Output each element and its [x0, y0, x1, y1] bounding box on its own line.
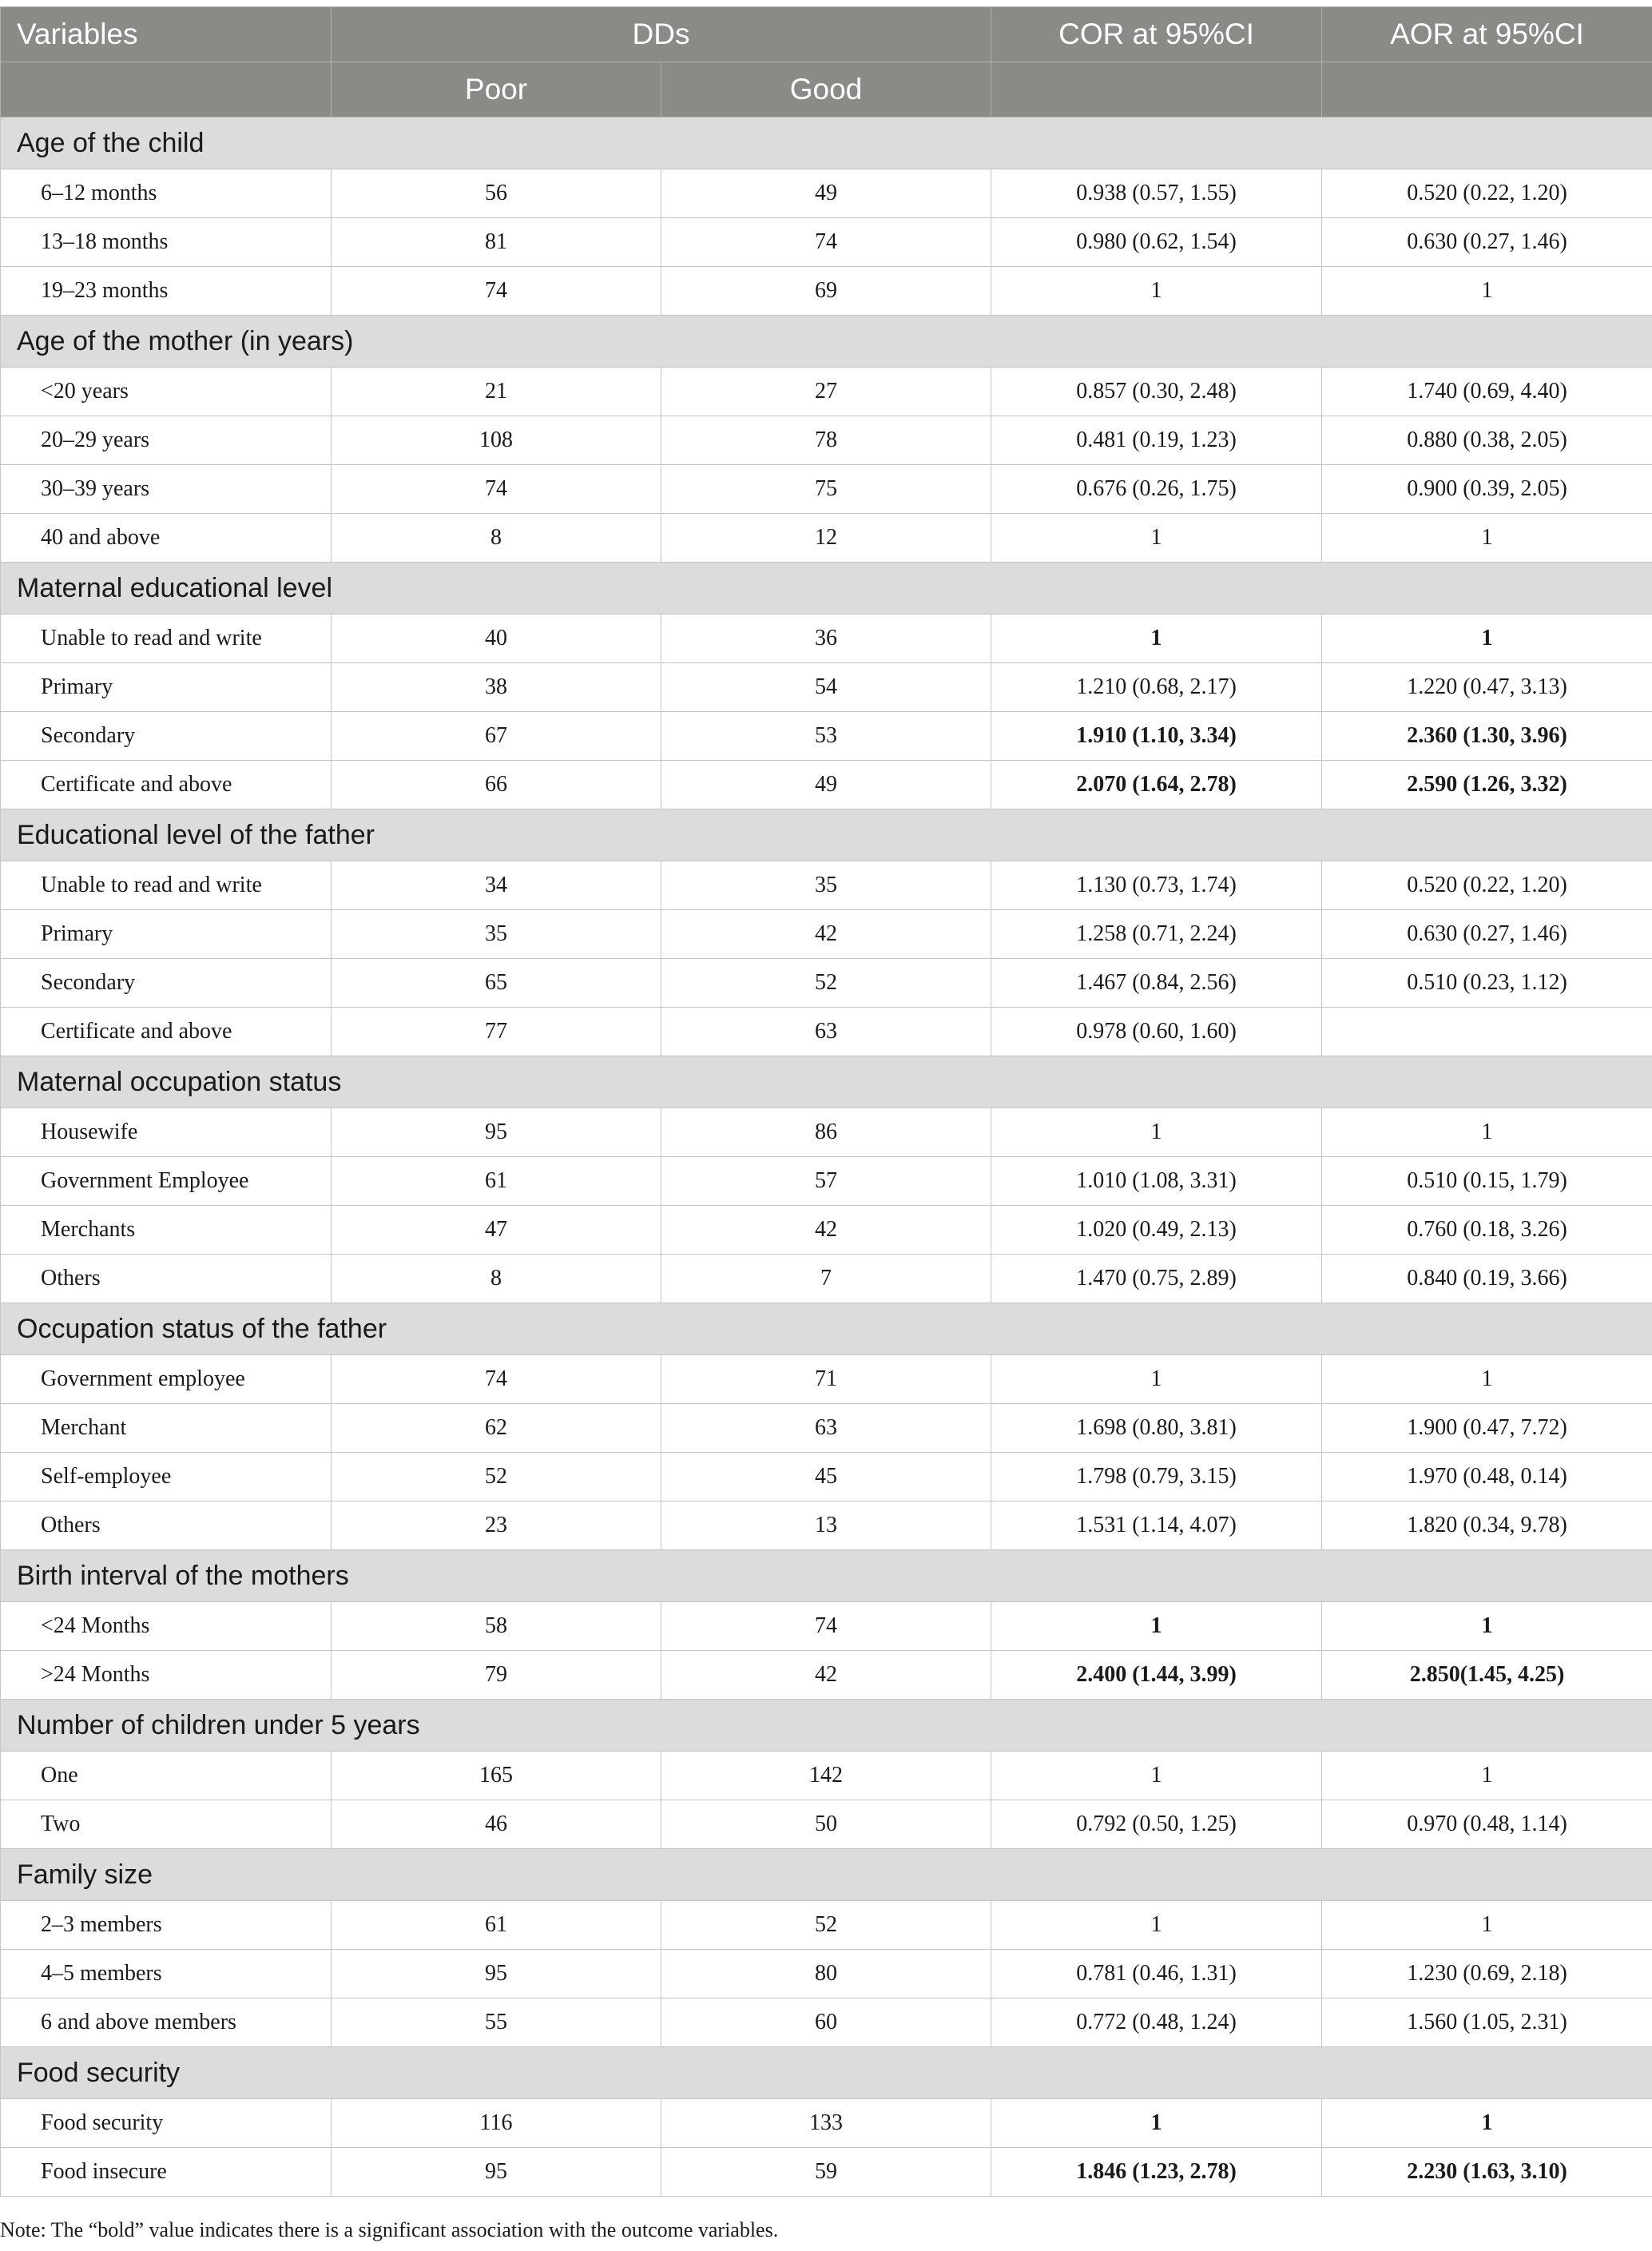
- section-title: Food security: [1, 2047, 1652, 2099]
- cell-good: 86: [661, 1108, 991, 1157]
- cell-cor: 0.781 (0.46, 1.31): [991, 1950, 1322, 1998]
- cell-good: 53: [661, 712, 991, 761]
- section-header-row: [1, 316, 1652, 368]
- section-header-row: [1, 1303, 1652, 1355]
- row-label: Unable to read and write: [1, 614, 332, 663]
- cell-good: 42: [661, 1651, 991, 1700]
- cell-poor: 66: [332, 761, 661, 809]
- cell-aor: 1: [1322, 514, 1652, 563]
- cell-cor: 1.531 (1.14, 4.07): [991, 1501, 1322, 1550]
- row-label: 6 and above members: [1, 1998, 332, 2047]
- cell-good: 13: [661, 1501, 991, 1550]
- section-header-row: [1, 1550, 1652, 1602]
- cell-cor: 0.857 (0.30, 2.48): [991, 368, 1322, 416]
- table-row: [1, 663, 1652, 712]
- table-row: [1, 1157, 1652, 1206]
- cell-good: 133: [661, 2099, 991, 2148]
- cell-good: 60: [661, 1998, 991, 2047]
- table-row: [1, 2099, 1652, 2148]
- cell-cor: 1: [991, 1355, 1322, 1404]
- cell-poor: 74: [332, 1355, 661, 1404]
- cell-aor: 2.590 (1.26, 3.32): [1322, 761, 1652, 809]
- cell-good: 59: [661, 2148, 991, 2197]
- results-table: [0, 6, 1652, 2197]
- cell-cor: 0.792 (0.50, 1.25): [991, 1800, 1322, 1849]
- row-label: 19–23 months: [1, 267, 332, 316]
- row-label: Secondary: [1, 712, 332, 761]
- cell-cor: 0.980 (0.62, 1.54): [991, 218, 1322, 267]
- table-row: [1, 1108, 1652, 1157]
- cell-cor: 1.910 (1.10, 3.34): [991, 712, 1322, 761]
- table-row: [1, 169, 1652, 218]
- row-label: Primary: [1, 663, 332, 712]
- cell-aor: 0.900 (0.39, 2.05): [1322, 465, 1652, 514]
- cell-poor: 47: [332, 1206, 661, 1255]
- cell-aor: 0.630 (0.27, 1.46): [1322, 910, 1652, 959]
- table-row: [1, 1355, 1652, 1404]
- row-label: 30–39 years: [1, 465, 332, 514]
- cell-good: 69: [661, 267, 991, 316]
- table-row: [1, 368, 1652, 416]
- cell-poor: 95: [332, 1108, 661, 1157]
- table-note: Note: The “bold” value indicates there is a significant association with the outcome variables.: [0, 2218, 779, 2241]
- cell-poor: 62: [332, 1404, 661, 1453]
- cell-good: 52: [661, 1901, 991, 1950]
- cell-aor: 1: [1322, 1355, 1652, 1404]
- table-row: [1, 1950, 1652, 1998]
- cell-poor: 74: [332, 465, 661, 514]
- row-label: Certificate and above: [1, 761, 332, 809]
- cell-poor: 58: [332, 1602, 661, 1651]
- table-row: [1, 514, 1652, 563]
- row-label: 6–12 months: [1, 169, 332, 218]
- row-label: Two: [1, 1800, 332, 1849]
- cell-aor: 1.820 (0.34, 9.78): [1322, 1501, 1652, 1550]
- table-row: [1, 1998, 1652, 2047]
- header-empty-variables: [1, 62, 332, 117]
- cell-poor: 77: [332, 1008, 661, 1056]
- row-label: Others: [1, 1255, 332, 1303]
- cell-poor: 23: [332, 1501, 661, 1550]
- row-label: 4–5 members: [1, 1950, 332, 1998]
- table-row: [1, 1206, 1652, 1255]
- cell-aor: 1: [1322, 1108, 1652, 1157]
- row-label: Food insecure: [1, 2148, 332, 2197]
- cell-good: 7: [661, 1255, 991, 1303]
- row-label: <24 Months: [1, 1602, 332, 1651]
- section-header-row: [1, 1056, 1652, 1108]
- cell-aor: [1322, 1008, 1652, 1056]
- table-row: [1, 614, 1652, 663]
- cell-good: 36: [661, 614, 991, 663]
- cell-poor: 61: [332, 1901, 661, 1950]
- cell-cor: 1.846 (1.23, 2.78): [991, 2148, 1322, 2197]
- cell-aor: 1: [1322, 267, 1652, 316]
- cell-poor: 46: [332, 1800, 661, 1849]
- cell-good: 71: [661, 1355, 991, 1404]
- cell-good: 63: [661, 1008, 991, 1056]
- cell-cor: 1.698 (0.80, 3.81): [991, 1404, 1322, 1453]
- row-label: Secondary: [1, 959, 332, 1008]
- cell-good: 50: [661, 1800, 991, 1849]
- cell-good: 74: [661, 218, 991, 267]
- cell-poor: 65: [332, 959, 661, 1008]
- cell-cor: 1.210 (0.68, 2.17): [991, 663, 1322, 712]
- section-header-row: [1, 117, 1652, 169]
- table-row: [1, 959, 1652, 1008]
- cell-cor: 1.020 (0.49, 2.13): [991, 1206, 1322, 1255]
- table-row: [1, 761, 1652, 809]
- row-label: Certificate and above: [1, 1008, 332, 1056]
- cell-aor: 2.230 (1.63, 3.10): [1322, 2148, 1652, 2197]
- cell-poor: 38: [332, 663, 661, 712]
- cell-good: 80: [661, 1950, 991, 1998]
- table-header: [1, 7, 1652, 117]
- table-row: [1, 1800, 1652, 1849]
- cell-good: 52: [661, 959, 991, 1008]
- cell-cor: 1: [991, 2099, 1322, 2148]
- cell-poor: 34: [332, 861, 661, 910]
- cell-aor: 0.840 (0.19, 3.66): [1322, 1255, 1652, 1303]
- header-aor: AOR at 95%CI: [1322, 7, 1652, 62]
- table-row: [1, 910, 1652, 959]
- cell-poor: 61: [332, 1157, 661, 1206]
- cell-poor: 56: [332, 169, 661, 218]
- cell-cor: 0.772 (0.48, 1.24): [991, 1998, 1322, 2047]
- cell-poor: 95: [332, 2148, 661, 2197]
- cell-aor: 1: [1322, 2099, 1652, 2148]
- cell-cor: 1: [991, 1602, 1322, 1651]
- cell-poor: 40: [332, 614, 661, 663]
- table-body: [1, 117, 1652, 2197]
- cell-good: 49: [661, 761, 991, 809]
- section-title: Age of the child: [1, 117, 1652, 169]
- cell-aor: 2.360 (1.30, 3.96): [1322, 712, 1652, 761]
- cell-good: 27: [661, 368, 991, 416]
- row-label: <20 years: [1, 368, 332, 416]
- cell-aor: 1.220 (0.47, 3.13): [1322, 663, 1652, 712]
- table-row: [1, 1008, 1652, 1056]
- cell-poor: 55: [332, 1998, 661, 2047]
- cell-poor: 52: [332, 1453, 661, 1501]
- section-title: Number of children under 5 years: [1, 1700, 1652, 1752]
- header-variables: Variables: [1, 7, 332, 62]
- table-row: [1, 267, 1652, 316]
- row-label: 2–3 members: [1, 1901, 332, 1950]
- cell-poor: 79: [332, 1651, 661, 1700]
- table-row: [1, 1255, 1652, 1303]
- row-label: Primary: [1, 910, 332, 959]
- cell-cor: 1: [991, 514, 1322, 563]
- cell-cor: 1: [991, 1752, 1322, 1800]
- row-label: One: [1, 1752, 332, 1800]
- row-label: Government Employee: [1, 1157, 332, 1206]
- header-poor: Poor: [332, 62, 661, 117]
- table-row: [1, 416, 1652, 465]
- header-empty-aor: [1322, 62, 1652, 117]
- table-row: [1, 712, 1652, 761]
- cell-aor: 0.630 (0.27, 1.46): [1322, 218, 1652, 267]
- cell-aor: 0.510 (0.15, 1.79): [1322, 1157, 1652, 1206]
- row-label: Self-employee: [1, 1453, 332, 1501]
- cell-aor: 1.740 (0.69, 4.40): [1322, 368, 1652, 416]
- cell-good: 12: [661, 514, 991, 563]
- cell-good: 78: [661, 416, 991, 465]
- row-label: >24 Months: [1, 1651, 332, 1700]
- cell-poor: 35: [332, 910, 661, 959]
- section-title: Maternal educational level: [1, 563, 1652, 614]
- cell-cor: 2.400 (1.44, 3.99): [991, 1651, 1322, 1700]
- cell-poor: 8: [332, 514, 661, 563]
- cell-aor: 1: [1322, 1901, 1652, 1950]
- cell-aor: 0.520 (0.22, 1.20): [1322, 861, 1652, 910]
- table-row: [1, 1501, 1652, 1550]
- cell-cor: 0.978 (0.60, 1.60): [991, 1008, 1322, 1056]
- cell-aor: 0.520 (0.22, 1.20): [1322, 169, 1652, 218]
- row-label: 20–29 years: [1, 416, 332, 465]
- table-row: [1, 1602, 1652, 1651]
- header-dds: DDs: [332, 7, 991, 62]
- table-row: [1, 465, 1652, 514]
- row-label: Merchants: [1, 1206, 332, 1255]
- section-title: Educational level of the father: [1, 809, 1652, 861]
- cell-aor: 0.970 (0.48, 1.14): [1322, 1800, 1652, 1849]
- table-row: [1, 1453, 1652, 1501]
- cell-cor: 2.070 (1.64, 2.78): [991, 761, 1322, 809]
- header-row-2: [1, 62, 1652, 117]
- cell-aor: 1.970 (0.48, 0.14): [1322, 1453, 1652, 1501]
- cell-cor: 1.258 (0.71, 2.24): [991, 910, 1322, 959]
- section-title: Maternal occupation status: [1, 1056, 1652, 1108]
- cell-poor: 74: [332, 267, 661, 316]
- cell-good: 54: [661, 663, 991, 712]
- cell-cor: 1: [991, 1108, 1322, 1157]
- cell-good: 35: [661, 861, 991, 910]
- cell-good: 74: [661, 1602, 991, 1651]
- row-label: Others: [1, 1501, 332, 1550]
- section-title: Family size: [1, 1849, 1652, 1901]
- cell-cor: 1.130 (0.73, 1.74): [991, 861, 1322, 910]
- row-label: Merchant: [1, 1404, 332, 1453]
- cell-aor: 0.880 (0.38, 2.05): [1322, 416, 1652, 465]
- cell-good: 75: [661, 465, 991, 514]
- cell-good: 49: [661, 169, 991, 218]
- row-label: Unable to read and write: [1, 861, 332, 910]
- cell-good: 63: [661, 1404, 991, 1453]
- cell-cor: 1: [991, 614, 1322, 663]
- header-empty-cor: [991, 62, 1322, 117]
- cell-poor: 81: [332, 218, 661, 267]
- header-good: Good: [661, 62, 991, 117]
- section-title: Birth interval of the mothers: [1, 1550, 1652, 1602]
- cell-poor: 95: [332, 1950, 661, 1998]
- cell-cor: 0.481 (0.19, 1.23): [991, 416, 1322, 465]
- row-label: 13–18 months: [1, 218, 332, 267]
- cell-cor: 1: [991, 267, 1322, 316]
- table-row: [1, 1901, 1652, 1950]
- cell-cor: 0.676 (0.26, 1.75): [991, 465, 1322, 514]
- cell-poor: 8: [332, 1255, 661, 1303]
- table-row: [1, 218, 1652, 267]
- section-header-row: [1, 809, 1652, 861]
- cell-aor: 0.510 (0.23, 1.12): [1322, 959, 1652, 1008]
- table-row: [1, 1651, 1652, 1700]
- cell-poor: 116: [332, 2099, 661, 2148]
- cell-good: 57: [661, 1157, 991, 1206]
- cell-cor: 1.010 (1.08, 3.31): [991, 1157, 1322, 1206]
- table-row: [1, 2148, 1652, 2197]
- cell-poor: 67: [332, 712, 661, 761]
- cell-good: 142: [661, 1752, 991, 1800]
- document: [0, 6, 1652, 2197]
- section-title: Age of the mother (in years): [1, 316, 1652, 368]
- cell-cor: 0.938 (0.57, 1.55): [991, 169, 1322, 218]
- row-label: Government employee: [1, 1355, 332, 1404]
- cell-cor: 1: [991, 1901, 1322, 1950]
- cell-cor: 1.470 (0.75, 2.89): [991, 1255, 1322, 1303]
- cell-aor: 1: [1322, 1602, 1652, 1651]
- table-row: [1, 1404, 1652, 1453]
- cell-aor: 1.230 (0.69, 2.18): [1322, 1950, 1652, 1998]
- cell-aor: 2.850(1.45, 4.25): [1322, 1651, 1652, 1700]
- row-label: Food security: [1, 2099, 332, 2148]
- cell-cor: 1.798 (0.79, 3.15): [991, 1453, 1322, 1501]
- row-label: Housewife: [1, 1108, 332, 1157]
- table-row: [1, 1752, 1652, 1800]
- section-header-row: [1, 563, 1652, 614]
- cell-aor: 1: [1322, 1752, 1652, 1800]
- header-cor: COR at 95%CI: [991, 7, 1322, 62]
- section-header-row: [1, 2047, 1652, 2099]
- cell-poor: 21: [332, 368, 661, 416]
- cell-good: 42: [661, 1206, 991, 1255]
- cell-aor: 1: [1322, 614, 1652, 663]
- header-row-1: [1, 7, 1652, 62]
- cell-good: 42: [661, 910, 991, 959]
- cell-aor: 1.560 (1.05, 2.31): [1322, 1998, 1652, 2047]
- cell-good: 45: [661, 1453, 991, 1501]
- section-title: Occupation status of the father: [1, 1303, 1652, 1355]
- cell-cor: 1.467 (0.84, 2.56): [991, 959, 1322, 1008]
- row-label: 40 and above: [1, 514, 332, 563]
- cell-aor: 0.760 (0.18, 3.26): [1322, 1206, 1652, 1255]
- section-header-row: [1, 1849, 1652, 1901]
- section-header-row: [1, 1700, 1652, 1752]
- cell-poor: 108: [332, 416, 661, 465]
- cell-poor: 165: [332, 1752, 661, 1800]
- table-row: [1, 861, 1652, 910]
- cell-aor: 1.900 (0.47, 7.72): [1322, 1404, 1652, 1453]
